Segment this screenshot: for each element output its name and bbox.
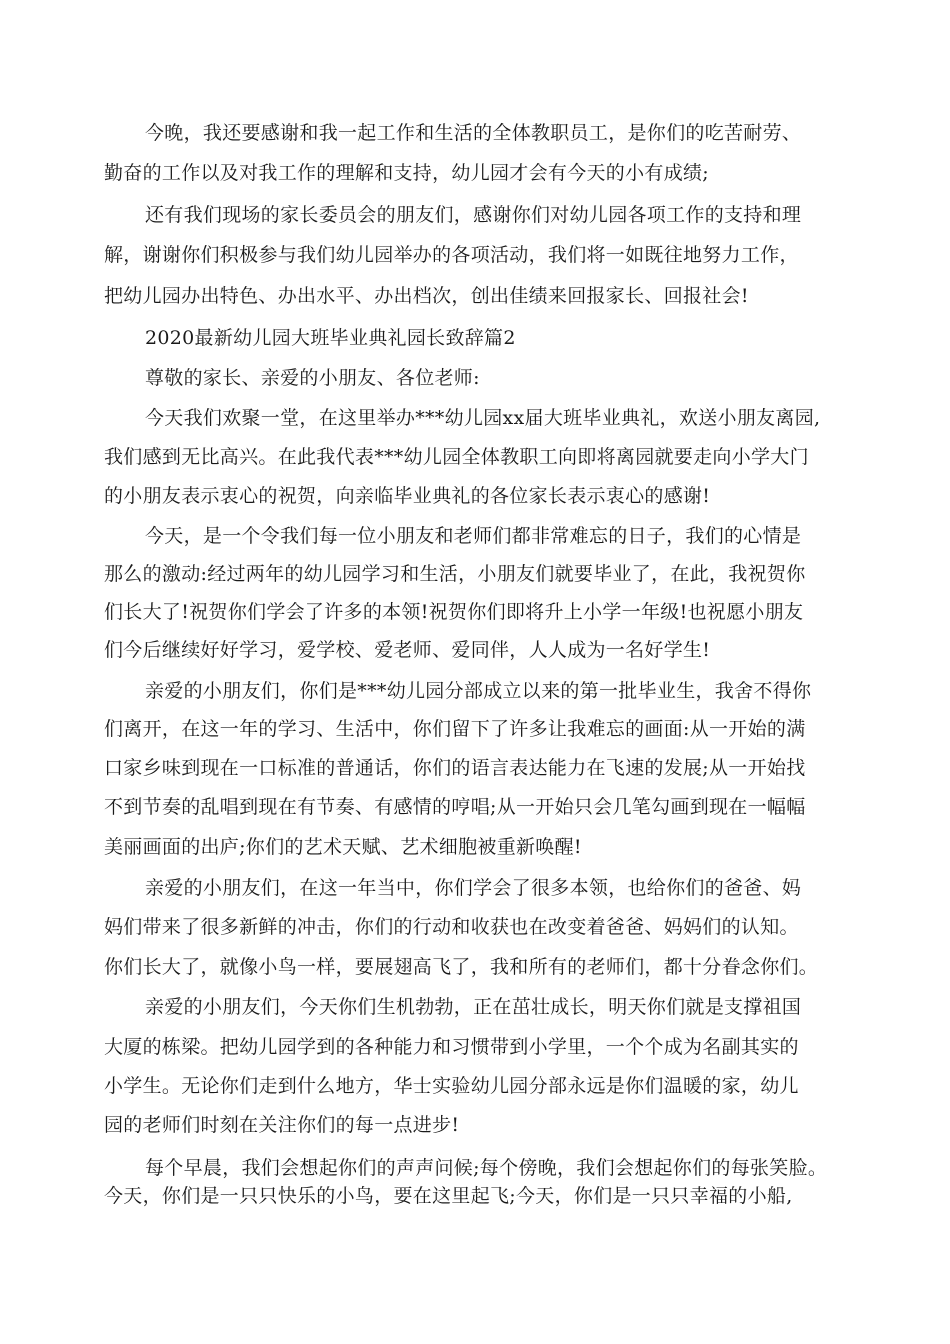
text-line: 今晚，我还要感谢和我一起工作和生活的全体教职员工，是你们的吃苦耐劳、: [145, 122, 802, 144]
text-line: 每个早晨，我们会想起你们的声声问候;每个傍晚，我们会想起你们的每张笑脸。: [145, 1157, 828, 1179]
text-line: 亲爱的小朋友们，你们是***幼儿园分部成立以来的第一批毕业生，我舍不得你: [145, 680, 812, 702]
text-line: 亲爱的小朋友们，在这一年当中，你们学会了很多本领，也给你们的爸爸、妈: [145, 877, 802, 899]
text-line: 妈们带来了很多新鲜的冲击，你们的行动和收获也在改变着爸爸、妈妈们的认知。: [104, 916, 799, 938]
text-line: 园的老师们时刻在关注你们的每一点进步!: [104, 1114, 460, 1136]
text-line: 你们长大了，就像小鸟一样，要展翅高飞了，我和所有的老师们，都十分眷念你们。: [104, 956, 819, 978]
salutation: 尊敬的家长、亲爱的小朋友、各位老师:: [145, 367, 480, 389]
text-line: 还有我们现场的家长委员会的朋友们，感谢你们对幼儿园各项工作的支持和理: [145, 204, 802, 226]
text-line: 不到节奏的乱唱到现在有节奏、有感情的哼唱;从一开始只会几笔勾画到现在一幅幅: [104, 796, 806, 818]
text-line: 亲爱的小朋友们，今天你们生机勃勃，正在茁壮成长，明天你们就是支撑祖国: [145, 996, 802, 1018]
text-line: 的小朋友表示衷心的祝贺，向亲临毕业典礼的各位家长表示衷心的感谢!: [104, 485, 711, 507]
text-line: 我们感到无比高兴。在此我代表***幼儿园全体教职工向即将离园就要走向小学大门: [104, 446, 809, 468]
text-line: 口家乡味到现在一口标准的普通话，你们的语言表达能力在飞速的发展;从一开始找: [104, 757, 806, 779]
text-line: 勤奋的工作以及对我工作的理解和支持，幼儿园才会有今天的小有成绩;: [104, 162, 710, 184]
text-line: 今天我们欢聚一堂，在这里举办***幼儿园xx届大班毕业典礼，欢送小朋友离园,: [145, 407, 821, 429]
text-line: 今天，是一个令我们每一位小朋友和老师们都非常难忘的日子，我们的心情是: [145, 525, 802, 547]
text-line: 小学生。无论你们走到什么地方，华士实验幼儿园分部永远是你们温暖的家，幼儿: [104, 1075, 799, 1097]
text-line: 大厦的栋梁。把幼儿园学到的各种能力和习惯带到小学里，一个个成为名副其实的: [104, 1036, 799, 1058]
text-line: 解，谢谢你们积极参与我们幼儿园举办的各项活动，我们将一如既往地努力工作，: [104, 244, 799, 266]
section-heading: 2020最新幼儿园大班毕业典礼园长致辞篇2: [145, 327, 516, 349]
text-line: 们离开，在这一年的学习、生活中，你们留下了许多让我难忘的画面:从一开始的满: [104, 718, 806, 740]
text-line: 美丽画面的出庐;你们的艺术天赋、艺术细胞被重新唤醒!: [104, 836, 582, 858]
text-line: 把幼儿园办出特色、办出水平、办出档次，创出佳绩来回报家长、回报社会!: [104, 285, 749, 307]
text-line: 们今后继续好好学习，爱学校、爱老师、爱同伴，人人成为一名好学生!: [104, 639, 711, 661]
text-line: 那么的激动:经过两年的幼儿园学习和生活，小朋友们就要毕业了，在此，我祝贺你: [104, 563, 806, 585]
text-line: 今天，你们是一只只快乐的小鸟，要在这里起飞;今天，你们是一只只幸福的小船,: [104, 1185, 793, 1207]
text-line: 们长大了!祝贺你们学会了许多的本领!祝贺你们即将升上小学一年级!也祝愿小朋友: [104, 601, 804, 623]
